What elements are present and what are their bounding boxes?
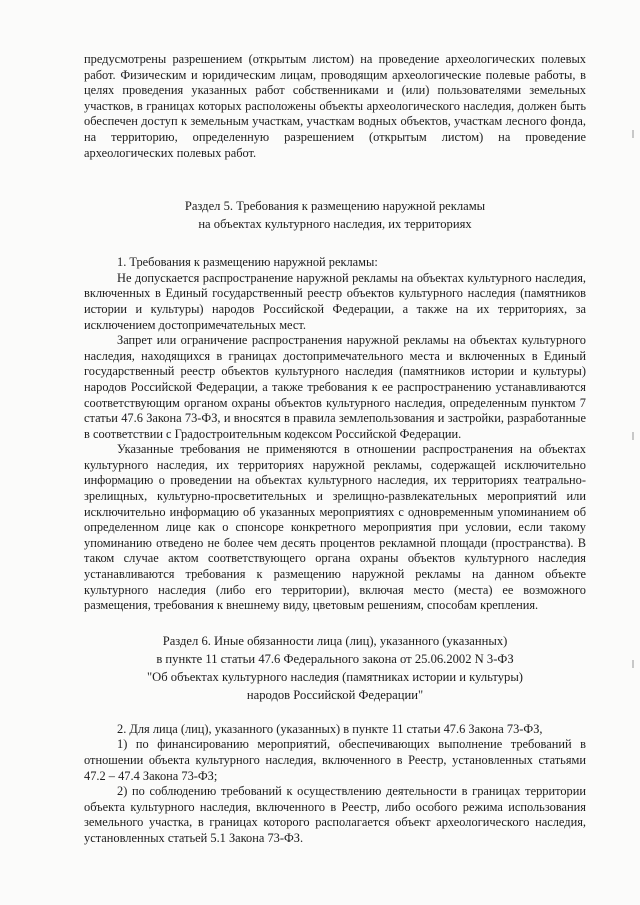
section5-heading (84, 197, 586, 233)
section6-heading (84, 632, 586, 704)
section6-heading-line4: народов Российской Федерации" (246, 687, 424, 702)
paragraph-archaeology-access: предусмотрены разрешением (открытым листом) на проведение археологических полевых работ. Физическим и юридическим лицам, проводящим археологические полевые работы, в целях проведения указанных работ собственниками и (или) пользователями земельных участков, в границах которых расположены объекты археологического наследия, должен быть обеспечен доступ к земельным участкам, участкам водных объектов, участкам лесного фонда, на территорию, определенную разрешением (открытым листом) на проведение археологических полевых работ. (84, 52, 586, 160)
section6-item2-title: 2. Для лица (лиц), указанного (указанных) в пункте 11 статьи 47.6 Закона 73-ФЗ, (117, 721, 543, 736)
scan-margin-mark (632, 130, 634, 138)
section5-heading-line1: Раздел 5. Требования к размещению наружной рекламы (184, 199, 486, 214)
section6-subitem-2: 2) по соблюдению требований к осуществлению деятельности в границах территории объекта культурного наследия, включенного в Реестр, либо особого режима использования земельного участка, в границах которого располагается объект археологического наследия, установленных статьей 5.1 Закона 73-ФЗ. (84, 784, 586, 845)
section5-paragraph-1: Не допускается распространение наружной рекламы на объектах культурного наследия, включенных в Единый государственный реестр объектов культурного наследия (памятников истории и культуры) народов Российской Федерации, а также на их территориях, за исключением достопримечательных мест. (84, 270, 586, 332)
section5-paragraph-2: Запрет или ограничение распространения наружной рекламы на объектах культурного наследия, находящихся в границах достопримечательного места и включенных в Единый государственный реестр объектов культурного наследия (памятников истории и культуры) народов Российской Федерации, а также требования к ее распространению устанавливаются соответствующим органом охраны объектов культурного наследия, определенным пунктом 7 статьи 47.6 Закона 73-ФЗ, и вносятся в правила землепользования и застройки, разработанные в соответствии с Градостроительным кодексом Российской Федерации. (84, 333, 586, 441)
section6-heading-line1: Раздел 6. Иные обязанности лица (лиц), указанного (указанных) (162, 633, 508, 648)
section5-paragraph-3: Указанные требования не применяются в отношении распространения на объектах культурного наследия, их территориях наружной рекламы, содержащей исключительно информацию о проведении на объектах культурного наследия, их территориях театрально-зрелищных, культурно-просветительных и зрелищно-развлекательных мероприятий или исключительно информацию об указанных мероприятиях с одновременным упоминанием об определенном лице как о спонсоре конкретного мероприятия при условии, если такому упоминанию отведено не более чем десять процентов рекламной площади (пространства). В таком случае актом соответствующего органа охраны объектов культурного наследия устанавливаются требования к размещению наружной рекламы на данном объекте культурного наследия (либо его территории), включая место (места) ее возможного размещения, требования к внешнему виду, цветовым решениям, способам крепления. (84, 442, 586, 613)
section5-heading-line2: на объектах культурного наследия, их территориях (198, 217, 472, 232)
section6-heading-line3: "Об объектах культурного наследия (памятниках истории и культуры) (147, 669, 523, 684)
section6-subitem-1: 1) по финансированию мероприятий, обеспечивающих выполнение требований в отношении объекта культурного наследия, включенного в Реестр, установленных статьями 47.2 – 47.4 Закона 73-ФЗ; (84, 737, 586, 783)
scan-margin-mark (632, 660, 634, 668)
scan-margin-mark (632, 432, 634, 440)
section5-item1-title: 1. Требования к размещению наружной рекламы: (117, 255, 378, 270)
section6-heading-line2: в пункте 11 статьи 47.6 Федерального закона от 25.06.2002 N 3-ФЗ (156, 651, 514, 666)
